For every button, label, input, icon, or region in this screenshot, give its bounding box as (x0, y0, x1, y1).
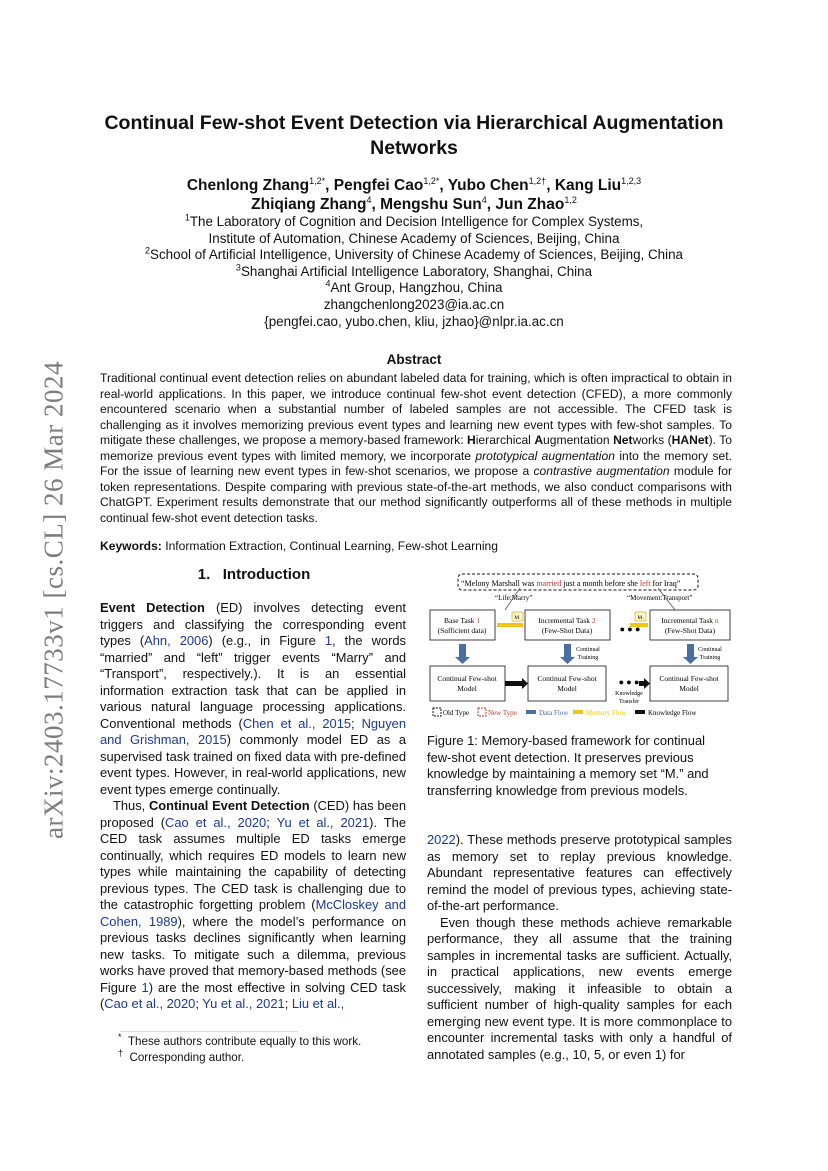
data-flow-arrow-head (683, 657, 698, 664)
continual-training-label: Continual (576, 647, 600, 653)
author-line: Chenlong Zhang$^{1,2*}$, Pengfei Cao$^{1,2*}$, Yubo Chen$^{1,2\dagger}$, Kang Liu$^{1,2,3}$ (186, 175, 642, 194)
keywords (100, 539, 732, 553)
legend-knowledge-swatch (635, 710, 645, 714)
affil-text: Institute of Automation, Chinese Academy of Sciences, Beijing, China (208, 230, 620, 246)
affil-text: School of Artificial Intelligence, University of Chinese Academy of Sciences, Beijing, China (150, 247, 683, 263)
author-name: Jun Zhao (495, 196, 565, 213)
author-affil: 4 (481, 194, 487, 205)
keywords-text: Information Extraction, Continual Learning, Few-shot Learning (165, 539, 498, 553)
email-line: zhangchenlong2023@ia.ac.cn (323, 296, 505, 312)
incremental-task-label: Incremental Task n (661, 616, 719, 625)
model-label: Model (457, 684, 477, 693)
model-label: Model (557, 684, 577, 693)
footnote-text: Corresponding author. (129, 1050, 245, 1064)
author-name: Zhiqiang Zhang (251, 196, 367, 213)
emphasis: prototypical augmentation (475, 448, 615, 463)
paragraph (427, 832, 732, 915)
legend-old-label: Old Type (443, 709, 470, 717)
incremental-task-box (650, 610, 730, 640)
keywords-label: Keywords: (100, 539, 162, 553)
author-affil: 1,2 (528, 175, 542, 186)
incremental-task-label: Incremental Task 2 (538, 616, 596, 625)
section-title: Introduction (222, 566, 311, 583)
model-label: Continual Few-shot (537, 674, 597, 683)
acronym-letter: Net (613, 433, 633, 447)
abstract-text: module for token representations. Despite comparing with previous state-of-the-art methods, we also conduct comparisons with ChatGPT. Experiment results demonstrate that our method significantly outperforms all of these methods in multiple continual few-shot event detection tasks. (100, 464, 732, 525)
legend-new-swatch (478, 708, 486, 716)
legend-old-swatch (433, 708, 441, 716)
author-affil: 1,2 (423, 175, 436, 186)
term: Event Detection (100, 600, 205, 615)
event-type-label: “Life:Marry” (495, 594, 533, 602)
equal-contrib-mark: * (435, 175, 440, 186)
figure-legend (433, 708, 697, 717)
body-text: ) are the most effective in solving CED task ( (100, 979, 407, 1011)
data-flow-arrow-head (560, 657, 575, 664)
body-text: ; (266, 814, 277, 830)
paragraph: Even though these methods achieve remarkable performance, they all assume that the training samples in incremental tasks are sufficient. Actually, in practical applications, new events emerge successively, making it infeasible to obtain a sufficient number of high-quality samples for each emerging new event type. It is more commonplace to encounter incremental tasks with only a handful of annotated samples (e.g., 10, 5, or even 1) for (427, 914, 732, 1062)
affil-text: Ant Group, Hangzhou, China (330, 280, 503, 296)
legend-knowledge-label: Knowledge Flow (648, 709, 697, 717)
model-label: Continual Few-shot (437, 674, 497, 683)
paragraph (100, 600, 406, 798)
memory-flow-arrow (497, 623, 523, 627)
section-heading (100, 566, 408, 583)
abstract-text: ). To memorize previous event types with limited memory, we incorporate (100, 433, 732, 463)
body-text: , the words “married” and “left” trigger events “Marry” and “Transport”, respectively.). It is an essential information extraction task that can be applied in various natural language processing applications. Conventional methods ( (100, 633, 406, 731)
abstract-text: works ( (632, 433, 672, 447)
corresponding-mark: † (541, 175, 547, 186)
affil-text: The Laboratory of Cognition and Decision Intelligence for Complex Systems, (189, 214, 644, 229)
citation-link[interactable]: Yu et al., 2021 (276, 814, 370, 830)
citation-link[interactable]: Ahn, 2006 (144, 633, 209, 648)
framework-figure (425, 566, 735, 726)
affil-text: Shanghai Artificial Intelligence Laboratory, Shanghai, China (240, 263, 593, 279)
body-text: (CED) has been proposed ( (100, 798, 406, 830)
left-column (100, 600, 406, 1013)
legend-new-label: New Type (488, 709, 517, 717)
body-text: ) commonly model ED as a supervised task trained on fixed data with pre-defined event types. However, in real-world applications, new event types emerge continually. (100, 732, 406, 797)
citation-link[interactable]: Nguyen and Grishman, 2015 (100, 715, 406, 747)
citation-link[interactable]: Chen et al., 2015 (242, 715, 352, 731)
affil-number: 1 (184, 212, 190, 223)
footnote (118, 1034, 361, 1050)
affiliation-line (60, 264, 768, 281)
abstract-body (100, 371, 732, 526)
affiliation-line (60, 214, 768, 231)
model-label: Continual Few-shot (659, 674, 719, 683)
legend-data-label: Data Flow (539, 709, 569, 717)
abstract-text: Traditional continual event detection relies on abundant labeled data for training, which is often impractical to obtain in real-world applications. In this paper, we introduce continual few-shot event detection (CFED), a more commonly encountered scenario when a substantial number of labeled samples are not accessible. The CFED task is challenging as it involves memorizing previous event types and learning new event types with few-shot samples. To mitigate these challenges, we propose a memory-based framework: (100, 371, 732, 447)
footnote (118, 1047, 361, 1066)
title-line: Networks (370, 137, 458, 159)
footnote-rule (120, 1031, 298, 1032)
legend-memory-label: Memory Flow (586, 709, 627, 717)
incremental-task-data: (Few-Shot Data) (541, 626, 593, 635)
method-name: HANet (671, 433, 709, 447)
body-text: Thus, (113, 798, 149, 813)
memory-set-label: M. (514, 615, 521, 621)
author-name: Chenlong Zhang (186, 177, 310, 194)
affiliation-line (60, 247, 768, 264)
author-affil: 1,2 (309, 175, 322, 186)
base-task-data: (Sufficient data) (437, 626, 487, 635)
event-type-label: “Movement:Transport” (627, 594, 693, 602)
citation-link[interactable]: Yu et al., 2021 (202, 996, 285, 1011)
knowledge-flow-arrow-head (522, 678, 528, 689)
legend-memory-swatch (573, 710, 583, 714)
footnote-mark: † (118, 1047, 124, 1058)
body-text: ). These methods preserve prototypical samples as memory set to replay previous knowledge. Abundant representative features can effectively remind the model of previous types, achieving state-of-the-art performance. (427, 832, 732, 913)
body-text: ; (284, 996, 292, 1011)
author-name: Pengfei Cao (333, 177, 424, 194)
body-text: ) (e.g., in Figure (208, 633, 325, 648)
body-text: ; (351, 715, 362, 731)
author-affil: 1,2,3 (621, 175, 642, 186)
abstract-text: ierarchical (475, 433, 535, 447)
affil-number: 3 (235, 262, 241, 273)
continual-training-label: Training (699, 655, 721, 661)
abstract-heading: Abstract (386, 352, 442, 367)
footnotes (118, 1034, 361, 1065)
body-text: ; (195, 996, 203, 1011)
citation-link[interactable]: McCloskey and Cohen, 1989 (100, 897, 407, 929)
emphasis: contrastive augmentation (533, 464, 670, 478)
author-affil: 4 (366, 194, 372, 205)
data-flow-arrow (564, 644, 571, 657)
data-flow-arrow-head (455, 657, 470, 664)
email-line: {pengfei.cao, yubo.chen, kliu, jzhao}@nlpr.ia.ac.cn (264, 313, 564, 329)
arxiv-stamp: arXiv:2403.17733v1 [cs.CL] 26 Mar 2024 (38, 361, 69, 839)
continual-training-label: Continual (698, 647, 722, 653)
abstract-text: into the memory set. For the issue of learning new event types in few-shot scenarios, we propose a (100, 448, 732, 478)
paragraph (100, 798, 406, 1013)
data-flow-arrow (687, 644, 694, 657)
footnote-mark: * (118, 1032, 122, 1043)
affil-number: 4 (325, 278, 331, 289)
equal-contrib-mark: * (321, 175, 326, 186)
ellipsis: ● ● ● (619, 624, 641, 634)
affiliation-line (60, 231, 768, 248)
body-text: (ED) involves detecting event triggers and classifying the corresponding event types ( (100, 600, 406, 648)
title-line: Continual Few-shot Event Detection via Hierarchical Augmentation (104, 112, 724, 134)
knowledge-flow-arrow (639, 681, 644, 686)
knowledge-transfer-label: Transfer (618, 699, 640, 705)
acronym-letter: H (467, 433, 476, 447)
figure-caption: Figure 1: Memory-based framework for continual few-shot event detection. It preserves previous knowledge by maintaining a memory set “M.” and transferring knowledge from previous models. (427, 733, 709, 798)
term: Continual Event Detection (148, 798, 310, 813)
author-name: Yubo Chen (447, 177, 529, 194)
figure-ref-link[interactable]: 1 (324, 633, 333, 648)
author-name: Mengshu Sun (380, 196, 482, 213)
affiliation-line (60, 280, 768, 297)
citation-link[interactable]: Liu et al., (291, 996, 345, 1011)
ellipsis: ● ● ● (618, 677, 640, 687)
right-column (427, 832, 732, 1063)
author-name: Kang Liu (554, 177, 622, 194)
citation-link[interactable]: Cao et al., 2020 (104, 996, 196, 1011)
knowledge-flow-arrow-head (644, 678, 650, 689)
abstract-text: ugmentation (543, 433, 614, 447)
incremental-task-data: (Few-Shot Data) (664, 626, 716, 635)
author-list (60, 176, 768, 214)
author-affil: 1,2 (564, 194, 577, 205)
citation-link[interactable]: 2022 (427, 832, 456, 847)
citation-link[interactable]: Cao et al., 2020 (165, 814, 267, 830)
incremental-task-box (525, 610, 610, 640)
legend-data-swatch (526, 710, 536, 714)
base-task-box (430, 610, 495, 640)
section-number: 1. (197, 566, 211, 583)
affiliations (60, 214, 768, 330)
model-label: Model (679, 684, 699, 693)
footnote-text: These authors contribute equally to this work. (127, 1035, 362, 1048)
paper-title (60, 111, 768, 161)
example-sentence: “Melony Marshall was married just a month before she left for Iraq” (461, 579, 681, 588)
affil-number: 2 (145, 245, 151, 256)
continual-training-label: Training (577, 655, 599, 661)
acronym-letter: A (534, 433, 544, 447)
memory-set-label: M. (637, 615, 644, 621)
data-flow-arrow (459, 644, 466, 657)
figure-ref-link[interactable]: 1 (141, 979, 149, 995)
author-line: Zhiqiang Zhang$^4$, Mengshu Sun$^4$, Jun Zhao$^{1,2}$ (251, 194, 577, 213)
knowledge-flow-arrow (505, 681, 522, 686)
body-text: ). The CED task assumes multiple ED tasks emerge continually, which requires ED models to learn new types while maintaining the capability of detecting previous types. The CED task is challenging due to the catastrophic forgetting problem ( (100, 814, 406, 912)
base-task-label: Base Task 1 (444, 616, 480, 625)
knowledge-transfer-label: Knowledge (615, 691, 643, 697)
body-text: ), where the model’s performance on previous tasks declines significantly when learning new tasks. To mitigate such a dilemma, previous works have proved that memory-based methods (see Figure (100, 913, 407, 995)
